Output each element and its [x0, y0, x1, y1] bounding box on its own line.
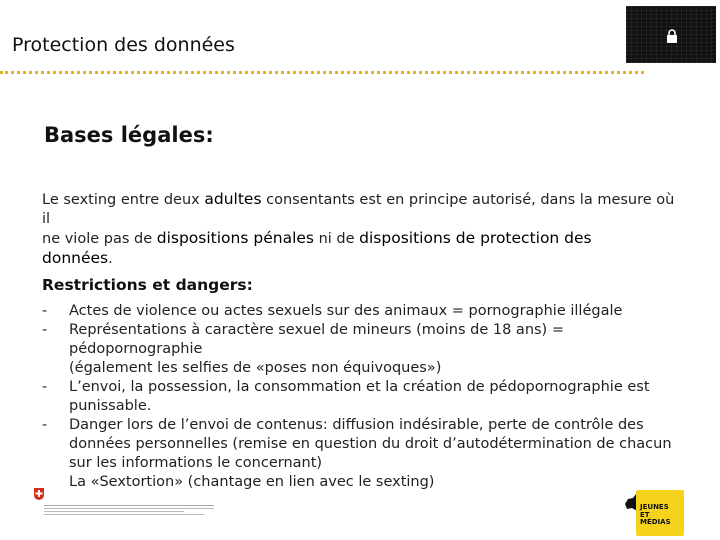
intro-text: . — [108, 251, 113, 267]
list-item-line: punissable. — [69, 398, 152, 414]
list-item-line: Danger lors de l’envoi de contenus: diffusion indésirable, perte de contrôle des — [69, 417, 644, 433]
list-item-line: pédopornographie — [69, 341, 203, 357]
bullet-dash: - — [42, 322, 48, 338]
intro-text: consentants est en principe autorisé, dans la mesure où il — [42, 192, 675, 227]
intro-text: Le sexting entre deux — [42, 192, 205, 208]
list-item — [42, 321, 682, 378]
lock-icon — [666, 29, 678, 43]
intro-emphasis: données — [42, 249, 109, 267]
list-item — [42, 416, 682, 492]
bullet-dash: - — [42, 303, 48, 319]
intro-emphasis: dispositions de protection des — [359, 229, 592, 247]
list-item-line: L’envoi, la possession, la consommation et la création de pédopornographie est — [69, 379, 650, 395]
list-item-line: La «Sextortion» (chantage en lien avec le sexting) — [69, 474, 435, 490]
intro-emphasis: adultes — [204, 190, 262, 208]
list-item-line: Actes de violence ou actes sexuels sur des animaux = pornographie illégale — [69, 303, 623, 319]
fine-print — [44, 505, 214, 515]
list-item-line: Représentations à caractère sexuel de mineurs (moins de 18 ans) = — [69, 322, 564, 338]
logo-text: JEUNES ET MÉDIAS — [640, 503, 671, 526]
bullet-dash: - — [42, 379, 48, 395]
list-item-line: sur les informations le concernant) — [69, 455, 323, 471]
lock-thumbnail — [626, 6, 716, 63]
list-item-line: données personnelles (remise en question du droit d’autodétermination de chacun — [69, 436, 672, 452]
list-item — [42, 302, 682, 321]
section-heading: Bases légales: — [44, 123, 214, 147]
subsection-heading: Restrictions et dangers: — [42, 276, 253, 294]
intro-text: ni de — [313, 231, 360, 247]
swiss-cross-icon — [34, 488, 44, 500]
page-title: Protection des données — [12, 34, 235, 56]
title-divider — [0, 71, 644, 74]
intro-paragraph — [42, 190, 682, 269]
list-item — [42, 378, 682, 416]
intro-text: ne viole pas de — [42, 231, 157, 247]
bullet-dash: - — [42, 417, 48, 433]
jeunes-et-medias-logo — [622, 488, 686, 538]
list-item-line: (également les selfies de «poses non équivoques») — [69, 360, 442, 376]
restrictions-list — [42, 302, 682, 492]
intro-emphasis: dispositions pénales — [156, 229, 314, 247]
